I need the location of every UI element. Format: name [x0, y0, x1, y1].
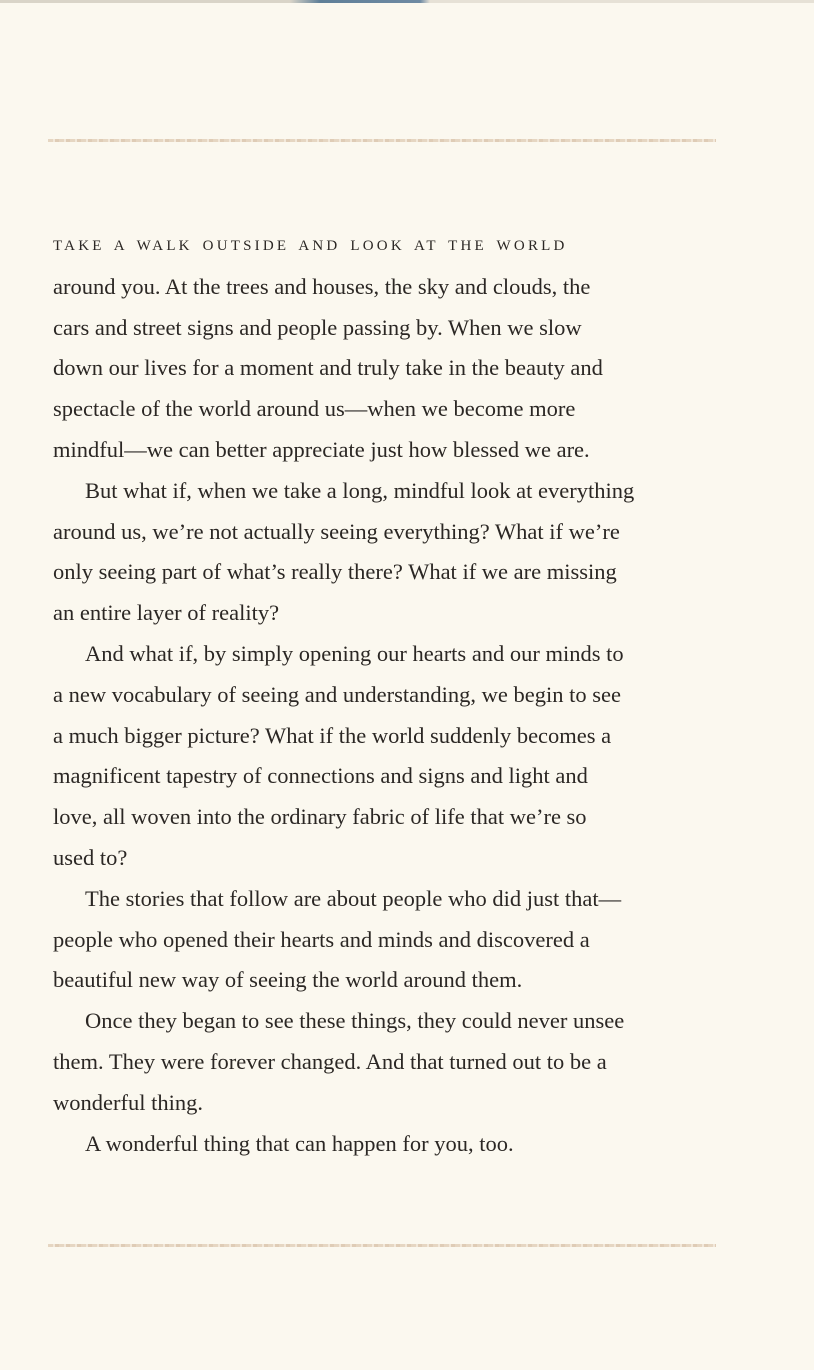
- paragraph-3: [53, 634, 743, 879]
- text-line: And what if, by simply opening our hearts and our minds to: [85, 640, 624, 666]
- text-line: wonderful thing.: [53, 1089, 203, 1115]
- body-text: [53, 226, 743, 1164]
- text-line: down our lives for a moment and truly take in the beauty and: [53, 355, 603, 381]
- text-line: around you. At the trees and houses, the sky and clouds, the: [53, 273, 591, 299]
- top-ornamental-rule: [48, 139, 716, 142]
- paragraph-2: [53, 471, 743, 634]
- text-line: Once they began to see these things, they could never unsee: [85, 1008, 625, 1034]
- text-line: people who opened their hearts and minds and discovered a: [53, 926, 590, 952]
- text-line: beautiful new way of seeing the world around them.: [53, 967, 523, 993]
- text-line: But what if, when we take a long, mindful look at everything: [85, 477, 635, 503]
- paragraph-6: [53, 1124, 743, 1165]
- text-line: A wonderful thing that can happen for you, too.: [85, 1130, 514, 1156]
- text-line: love, all woven into the ordinary fabric of life that we’re so: [53, 804, 587, 830]
- text-line: an entire layer of reality?: [53, 600, 280, 626]
- paragraph-1: [53, 226, 743, 471]
- bottom-ornamental-rule: [48, 1244, 716, 1247]
- text-line: them. They were forever changed. And that turned out to be a: [53, 1048, 607, 1074]
- text-line: a much bigger picture? What if the world suddenly becomes a: [53, 722, 612, 748]
- page-edge: [0, 0, 814, 3]
- text-line: The stories that follow are about people who did just that—: [85, 885, 622, 911]
- paragraph-4: [53, 879, 743, 1001]
- text-line: magnificent tapestry of connections and signs and light and: [53, 763, 588, 789]
- text-line: around us, we’re not actually seeing everything? What if we’re: [53, 518, 620, 544]
- text-line: mindful—we can better appreciate just how blessed we are.: [53, 436, 590, 462]
- text-line: only seeing part of what’s really there? What if we are missing: [53, 559, 617, 585]
- text-line: spectacle of the world around us—when we become more: [53, 396, 576, 422]
- text-line: cars and street signs and people passing by. When we slow: [53, 314, 582, 340]
- lead-in-smallcaps: TAKE A WALK OUTSIDE AND LOOK AT THE WORLD: [53, 238, 568, 254]
- paragraph-5: [53, 1001, 743, 1123]
- text-line: a new vocabulary of seeing and understanding, we begin to see: [53, 681, 621, 707]
- text-line: used to?: [53, 844, 128, 870]
